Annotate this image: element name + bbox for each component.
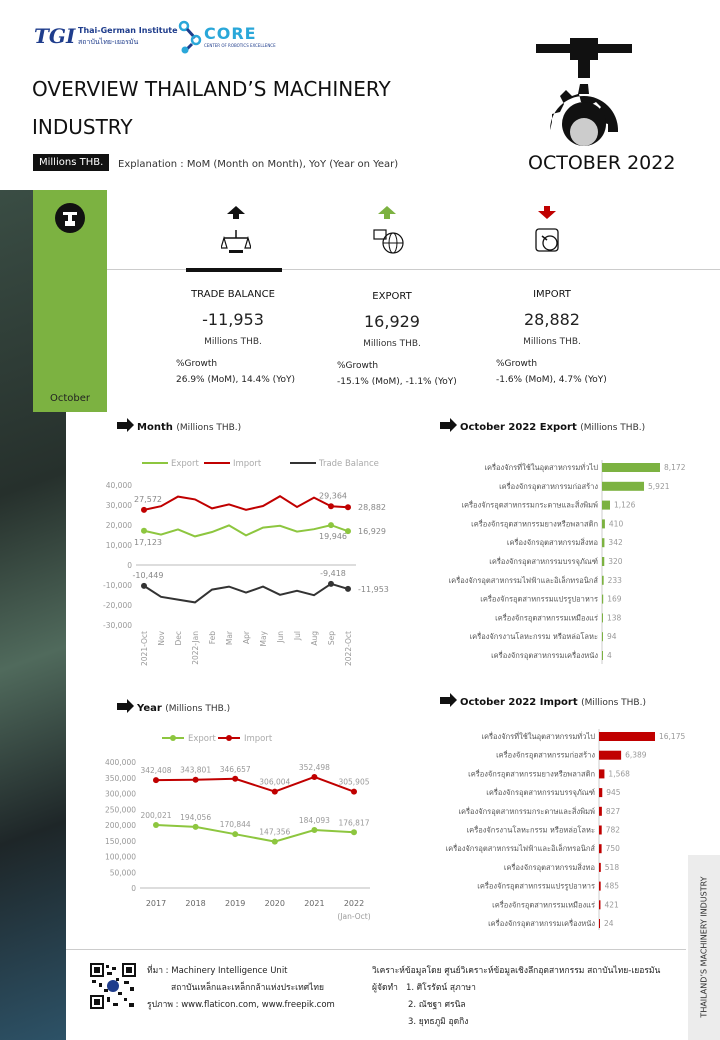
x-tick-label: Nov xyxy=(157,631,166,646)
value-label: 169 xyxy=(607,594,622,604)
category-label: เครื่องจักรอุตสาหกรรมเครื่องหนัง xyxy=(488,919,595,928)
category-label: เครื่องจักรอุตสาหกรรมยางหรือพลาสติก xyxy=(471,519,598,529)
value-label: 518 xyxy=(604,862,620,872)
bar xyxy=(602,482,644,491)
x-tick-label: Feb xyxy=(208,631,217,645)
source-line-2: สถาบันเหล็กและเหล็กกล้าแห่งประเทศไทย xyxy=(171,983,324,993)
legend-marker xyxy=(226,735,232,741)
y-tick-label: -30,000 xyxy=(103,621,132,630)
bar xyxy=(599,900,600,909)
month-section-title: Month (Millions THB.) xyxy=(117,422,241,433)
data-label: 170,844 xyxy=(219,820,251,830)
bar xyxy=(602,613,603,622)
kpi-title: EXPORT xyxy=(372,291,412,302)
x-tick-label: Aug xyxy=(310,631,319,646)
y-tick-label: 350,000 xyxy=(104,773,136,783)
legend-label: Export xyxy=(171,459,199,469)
x-tick-label: 2021 xyxy=(304,899,325,908)
data-label: 352,498 xyxy=(298,762,330,772)
data-point xyxy=(345,504,351,510)
y-tick-label: 150,000 xyxy=(104,836,136,846)
x-tick-label: Jul xyxy=(293,631,302,641)
y-tick-label: 50,000 xyxy=(109,868,136,878)
value-label: 421 xyxy=(604,900,619,910)
x-tick-label: 2020 xyxy=(264,899,285,908)
data-point xyxy=(328,581,334,587)
data-point xyxy=(328,503,334,509)
growth-label: %Growth xyxy=(176,359,218,369)
bar xyxy=(599,788,602,797)
y-tick-label: -10,000 xyxy=(103,581,132,590)
x-tick-label: 2022-Jan xyxy=(191,631,200,665)
category-label: เครื่องจักรอุตสาหกรรมเหมืองแร่ xyxy=(492,900,595,910)
value-label: 5,921 xyxy=(648,481,670,491)
x-note-label: (Jan-Oct) xyxy=(337,912,371,921)
bar xyxy=(602,519,605,528)
data-label: 16,929 xyxy=(358,527,386,537)
export-growth xyxy=(337,358,457,390)
value-label: 1,568 xyxy=(608,769,630,779)
vertical-label-box xyxy=(688,855,720,1040)
tgi-name-en: Thai-German Institute xyxy=(78,26,178,35)
series-line-import xyxy=(144,496,348,510)
export-up-arrow-icon xyxy=(377,206,397,220)
value-label: 138 xyxy=(607,613,622,623)
data-label: 343,801 xyxy=(180,765,212,775)
x-tick-label: 2017 xyxy=(145,899,167,908)
x-tick-label: 2022 xyxy=(343,899,365,908)
category-label: เครื่องจักรที่ใช้ในอุตสาหกรรมทั่วไป xyxy=(481,732,595,741)
data-label: 346,657 xyxy=(219,764,251,774)
bar xyxy=(602,595,603,604)
import-growth xyxy=(496,356,607,388)
kpi-value: 16,929 xyxy=(364,312,420,331)
data-point xyxy=(272,789,278,795)
data-point xyxy=(351,829,357,835)
yearly-trade-line-chart xyxy=(90,726,410,926)
bar xyxy=(602,501,610,510)
category-label: เครื่องจักรอุตสาหกรรมบรรจุภัณฑ์ xyxy=(489,557,598,566)
year-section-title: Year (Millions THB.) xyxy=(117,703,230,714)
value-label: 410 xyxy=(608,519,624,529)
section-arrow-icon xyxy=(117,703,127,710)
growth-label: %Growth xyxy=(337,361,379,371)
data-point xyxy=(272,839,278,845)
prepared-by-label: ผู้จัดทำ xyxy=(372,983,398,993)
growth-label: %Growth xyxy=(496,359,538,369)
category-label: เครื่องจักรอุตสาหกรรมไฟฟ้าและอิเล็กทรอนิกส์ xyxy=(445,844,595,854)
legend-label: Import xyxy=(244,734,273,744)
kpi-unit: Millions THB. xyxy=(363,339,421,349)
section-arrow-icon xyxy=(440,697,450,704)
y-tick-label: 300,000 xyxy=(104,789,136,799)
core-logo xyxy=(178,16,276,56)
value-label: 750 xyxy=(605,844,620,854)
value-label: 16,175 xyxy=(659,732,686,741)
value-label: 827 xyxy=(605,806,621,816)
bar xyxy=(602,538,604,547)
x-tick-label: Sep xyxy=(327,631,336,646)
category-label: เครื่องจักรอุตสาหกรรมสิ่งทอ xyxy=(506,538,598,548)
kpi-title: IMPORT xyxy=(533,289,571,300)
trade-balance-kpi[interactable] xyxy=(163,289,303,347)
growth-value: -1.6% (MoM), 4.7% (YoY) xyxy=(496,375,607,385)
series-line-trade-balance xyxy=(144,584,348,603)
category-label: เครื่องจักรอุตสาหกรรมก่อสร้าง xyxy=(499,481,598,491)
data-point xyxy=(311,774,317,780)
page-title: OVERVIEW THAILAND’S MACHINERY INDUSTRY xyxy=(32,77,391,139)
x-tick-label: 2022-Oct xyxy=(344,631,353,666)
kpi-unit: Millions THB. xyxy=(523,337,581,347)
x-tick-label: Dec xyxy=(174,631,183,646)
section-arrow-icon xyxy=(117,422,127,429)
data-label: 29,364 xyxy=(319,491,347,501)
bar xyxy=(599,751,621,760)
value-label: 8,172 xyxy=(664,463,686,472)
y-tick-label: 20,000 xyxy=(105,521,132,530)
value-label: 485 xyxy=(604,881,620,891)
bar xyxy=(599,844,602,853)
series-line-export xyxy=(156,825,354,842)
bar xyxy=(602,557,604,566)
author-3: 3. ยุทธภูมิ อุดกิง xyxy=(408,1017,469,1027)
value-label: 782 xyxy=(605,825,621,835)
category-label: เครื่องจักรอุตสาหกรรมบรรจุภัณฑ์ xyxy=(486,788,595,798)
x-tick-label: Mar xyxy=(225,631,234,646)
report-month: OCTOBER 2022 xyxy=(528,152,676,174)
data-label: 176,817 xyxy=(338,818,370,828)
y-tick-label: 0 xyxy=(131,884,136,893)
category-label: เครื่องจักรงานโลหะกรรม หรือหล่อโลหะ xyxy=(469,632,598,642)
value-label: 945 xyxy=(606,788,621,798)
bar xyxy=(599,882,601,891)
data-label: 342,408 xyxy=(140,766,172,776)
category-label: เครื่องจักรงานโลหะกรรม หรือหล่อโลหะ xyxy=(466,825,595,835)
y-tick-label: 100,000 xyxy=(104,852,136,862)
data-point xyxy=(141,528,147,534)
author-2: 2. ณัชฐา ศรนิล xyxy=(408,1000,466,1010)
category-label: เครื่องจักรอุตสาหกรรมแปรรูปอาหาร xyxy=(480,594,598,604)
y-tick-label: 0 xyxy=(127,561,132,570)
tgi-name-th: สถาบันไทย-เยอรมัน xyxy=(78,38,139,46)
footer-divider xyxy=(66,949,686,950)
data-point xyxy=(345,586,351,592)
bar xyxy=(602,463,660,472)
robot-arm-icon xyxy=(178,16,204,56)
qr-code-icon[interactable] xyxy=(90,963,136,1009)
data-point xyxy=(311,827,317,833)
import-down-arrow-icon xyxy=(537,206,557,220)
trade-balance-up-arrow-icon xyxy=(226,206,246,220)
vertical-label: THAILAND’S MACHINERY INDUSTRY xyxy=(699,876,709,1018)
category-label: เครื่องจักรอุตสาหกรรมสิ่งทอ xyxy=(503,862,595,872)
data-label: -10,449 xyxy=(132,570,164,580)
data-label: 27,572 xyxy=(134,494,162,504)
y-tick-label: 250,000 xyxy=(104,805,136,815)
bar xyxy=(602,651,603,660)
value-label: 342 xyxy=(608,538,623,548)
export-kpi[interactable] xyxy=(322,291,462,349)
legend-label: Export xyxy=(188,734,216,744)
bar xyxy=(602,632,603,641)
value-label: 320 xyxy=(608,557,623,566)
series-line-export xyxy=(144,525,348,536)
category-label: เครื่องจักรอุตสาหกรรมไฟฟ้าและอิเล็กทรอนิกส์ xyxy=(448,575,598,585)
legend-label: Import xyxy=(233,459,262,469)
core-wordmark: CORE xyxy=(204,24,257,43)
data-point xyxy=(351,789,357,795)
value-label: 233 xyxy=(607,575,622,585)
import-icon xyxy=(533,226,563,256)
data-label: 184,093 xyxy=(298,816,330,826)
data-label: 28,882 xyxy=(358,503,386,513)
tgi-logo xyxy=(34,20,184,54)
x-tick-label: Jun xyxy=(276,631,285,643)
month-tab[interactable] xyxy=(33,190,107,412)
bar xyxy=(599,863,601,872)
footer-source xyxy=(147,963,335,1014)
trade-balance-icon xyxy=(221,226,251,256)
category-label: เครื่องจักรที่ใช้ในอุตสาหกรรมทั่วไป xyxy=(484,463,598,472)
trade-balance-growth xyxy=(176,356,295,388)
bar xyxy=(599,732,655,741)
import-bar-chart xyxy=(410,726,700,930)
series-line-import xyxy=(156,777,354,792)
data-point xyxy=(153,777,159,783)
growth-value: -15.1% (MoM), -1.1% (YoY) xyxy=(337,377,457,387)
x-tick-label: 2018 xyxy=(185,899,206,908)
import-kpi[interactable] xyxy=(482,289,622,347)
bar xyxy=(599,826,602,835)
section-arrow-icon xyxy=(440,422,450,429)
source-line: ที่มา : Machinery Intelligence Unit xyxy=(147,966,288,976)
import-section-title: October 2022 Import (Millions THB.) xyxy=(440,697,646,708)
category-label: เครื่องจักรอุตสาหกรรมกระดาษและสิ่งพิมพ์ xyxy=(458,806,595,816)
data-label: 200,021 xyxy=(140,810,172,820)
images-credit[interactable]: รูปภาพ : www.flaticon.com, www.freepik.com xyxy=(147,1000,335,1010)
kpi-title: TRADE BALANCE xyxy=(191,289,275,300)
value-label: 4 xyxy=(607,651,612,660)
data-point xyxy=(328,522,334,528)
globe-export-icon xyxy=(373,226,405,256)
data-label: 147,356 xyxy=(259,827,291,837)
value-label: 94 xyxy=(607,632,617,642)
bar xyxy=(599,919,600,928)
category-label: เครื่องจักรอุตสาหกรรมเครื่องหนัง xyxy=(491,651,598,660)
x-tick-label: Apr xyxy=(242,631,251,644)
value-label: 6,389 xyxy=(625,750,647,760)
export-bar-chart xyxy=(410,452,700,664)
kpi-active-indicator xyxy=(186,268,282,272)
footer-authors xyxy=(372,963,660,1031)
data-label: 306,004 xyxy=(259,777,291,787)
data-point xyxy=(232,776,238,782)
analysis-credit: วิเคราะห์ข้อมูลโดย ศูนย์วิเคราะห์ข้อมูลเชิงลึกอุตสาหกรรม สถาบันไทย-เยอรมัน xyxy=(372,966,661,976)
y-tick-label: 40,000 xyxy=(105,481,132,490)
kpi-value: -11,953 xyxy=(202,310,264,329)
data-point xyxy=(193,824,199,830)
export-section-title: October 2022 Export (Millions THB.) xyxy=(440,422,645,433)
bar xyxy=(602,576,604,585)
tgi-mark: TGI xyxy=(34,24,76,48)
machine-gear-icon xyxy=(534,38,634,146)
data-point xyxy=(153,822,159,828)
y-tick-label: 30,000 xyxy=(105,501,132,510)
data-point xyxy=(141,507,147,513)
monthly-trade-line-chart xyxy=(90,448,410,688)
value-label: 24 xyxy=(604,919,614,928)
x-tick-label: 2021-Oct xyxy=(140,631,149,666)
category-label: เครื่องจักรอุตสาหกรรมกระดาษและสิ่งพิมพ์ xyxy=(461,500,598,510)
x-tick-label: May xyxy=(259,631,268,647)
x-tick-label: 2019 xyxy=(225,899,246,908)
category-label: เครื่องจักรอุตสาหกรรมเหมืองแร่ xyxy=(495,613,598,623)
robot-arm-tab-icon xyxy=(55,203,85,233)
data-label: -11,953 xyxy=(358,584,389,594)
data-label: 194,056 xyxy=(180,812,212,822)
data-label: 19,946 xyxy=(319,532,347,542)
value-label: 1,126 xyxy=(613,500,636,510)
data-label: -9,418 xyxy=(320,568,346,578)
bar xyxy=(599,807,602,816)
legend-label: Trade Balance xyxy=(319,459,379,469)
data-point xyxy=(193,777,199,783)
author-1: 1. ศิโรรัตน์ สุภาษา xyxy=(405,983,476,993)
data-label: 305,905 xyxy=(338,777,370,787)
legend-marker xyxy=(170,735,176,741)
data-point xyxy=(141,583,147,589)
bar xyxy=(599,769,604,778)
kpi-value: 28,882 xyxy=(524,310,580,329)
core-sub: CENTER OF ROBOTICS EXCELLENCE xyxy=(204,43,276,48)
y-tick-label: 400,000 xyxy=(104,758,136,767)
y-tick-label: 10,000 xyxy=(105,541,132,550)
y-tick-label: -20,000 xyxy=(103,601,132,610)
kpi-unit: Millions THB. xyxy=(204,337,262,347)
data-point xyxy=(232,831,238,837)
y-tick-label: 200,000 xyxy=(104,821,136,830)
category-label: เครื่องจักรอุตสาหกรรมยางหรือพลาสติก xyxy=(468,769,595,779)
growth-value: 26.9% (MoM), 14.4% (YoY) xyxy=(176,375,296,385)
month-tab-label: October xyxy=(49,393,91,404)
data-label: 17,123 xyxy=(134,537,162,547)
category-label: เครื่องจักรอุตสาหกรรมก่อสร้าง xyxy=(496,750,595,760)
explanation-text: Explanation : MoM (Month on Month), YoY (Year on Year) xyxy=(118,159,399,170)
category-label: เครื่องจักรอุตสาหกรรมแปรรูปอาหาร xyxy=(477,881,595,891)
unit-tag: Millions THB. xyxy=(33,154,109,171)
